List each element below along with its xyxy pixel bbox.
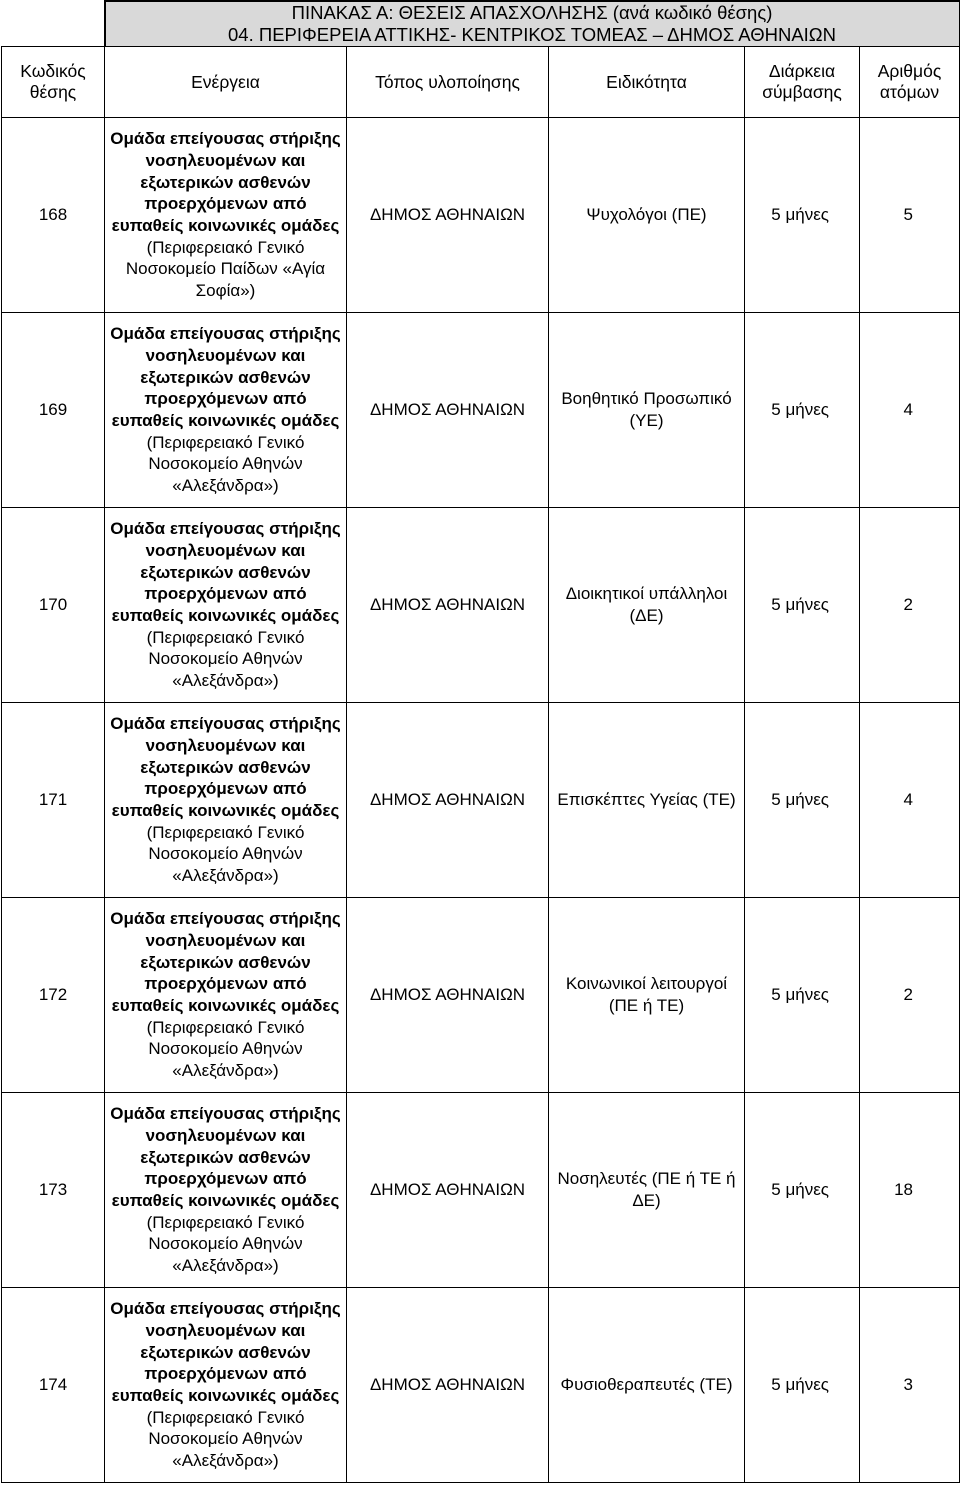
- position-code: 172: [2, 898, 105, 1093]
- header-location: Τόπος υλοποίησης: [347, 47, 549, 118]
- activity-bold: Ομάδα επείγουσας στήριξης νοσηλευομένων και εξωτερικών ασθενών προερχόμενων από ευπαθείς κοινωνικές ομάδες: [110, 129, 341, 235]
- duration-cell: 5 μήνες: [745, 703, 860, 898]
- position-code: 171: [2, 703, 105, 898]
- title-row: [2, 1, 960, 47]
- duration-cell: 5 μήνες: [745, 1288, 860, 1483]
- table-title: [105, 1, 960, 47]
- duration-cell: 5 μήνες: [745, 118, 860, 313]
- duration-cell: 5 μήνες: [745, 898, 860, 1093]
- table-row: [2, 703, 960, 898]
- title-line-2: 04. ΠΕΡΙΦΕΡΕΙΑ ΑΤΤΙΚΗΣ- ΚΕΝΤΡΙΚΟΣ ΤΟΜΕΑΣ – ΔΗΜΟΣ ΑΘΗΝΑΙΩΝ: [228, 24, 836, 45]
- specialty-cell: Βοηθητικό Προσωπικό (ΥΕ): [549, 313, 745, 508]
- activity-cell: [105, 703, 347, 898]
- position-code: 173: [2, 1093, 105, 1288]
- activity-bold: Ομάδα επείγουσας στήριξης νοσηλευομένων και εξωτερικών ασθενών προερχόμενων από ευπαθείς κοινωνικές ομάδες: [110, 1299, 341, 1405]
- count-cell: 4: [860, 313, 960, 508]
- position-code: 168: [2, 118, 105, 313]
- specialty-cell: Νοσηλευτές (ΠΕ ή ΤΕ ή ΔΕ): [549, 1093, 745, 1288]
- activity-hospital: (Περιφερειακό Γενικό Νοσοκομείο Παίδων «Αγία Σοφία»): [125, 237, 326, 301]
- table-row: [2, 898, 960, 1093]
- count-cell: 4: [860, 703, 960, 898]
- header-count: Αριθμός ατόμων: [860, 47, 960, 118]
- specialty-cell: Διοικητικοί υπάλληλοι (ΔΕ): [549, 508, 745, 703]
- activity-hospital: (Περιφερειακό Γενικό Νοσοκομείο Αθηνών «Αλεξάνδρα»): [146, 432, 305, 496]
- table-row: [2, 313, 960, 508]
- count-cell: 18: [860, 1093, 960, 1288]
- location-cell: ΔΗΜΟΣ ΑΘΗΝΑΙΩΝ: [347, 703, 549, 898]
- activity-hospital: (Περιφερειακό Γενικό Νοσοκομείο Αθηνών «Αλεξάνδρα»): [146, 627, 305, 691]
- activity-cell: [105, 118, 347, 313]
- location-cell: ΔΗΜΟΣ ΑΘΗΝΑΙΩΝ: [347, 118, 549, 313]
- location-cell: ΔΗΜΟΣ ΑΘΗΝΑΙΩΝ: [347, 898, 549, 1093]
- duration-cell: 5 μήνες: [745, 313, 860, 508]
- location-cell: ΔΗΜΟΣ ΑΘΗΝΑΙΩΝ: [347, 313, 549, 508]
- activity-hospital: (Περιφερειακό Γενικό Νοσοκομείο Αθηνών «Αλεξάνδρα»): [146, 1407, 305, 1471]
- specialty-cell: Κοινωνικοί λειτουργοί (ΠΕ ή ΤΕ): [549, 898, 745, 1093]
- position-code: 169: [2, 313, 105, 508]
- location-cell: ΔΗΜΟΣ ΑΘΗΝΑΙΩΝ: [347, 1093, 549, 1288]
- header-duration: Διάρκεια σύμβασης: [745, 47, 860, 118]
- activity-bold: Ομάδα επείγουσας στήριξης νοσηλευομένων και εξωτερικών ασθενών προερχόμενων από ευπαθείς κοινωνικές ομάδες: [110, 909, 341, 1015]
- position-code: 174: [2, 1288, 105, 1483]
- activity-cell: [105, 898, 347, 1093]
- activity-hospital: (Περιφερειακό Γενικό Νοσοκομείο Αθηνών «Αλεξάνδρα»): [146, 1212, 305, 1276]
- header-row: [2, 47, 960, 118]
- header-code: Κωδικός θέσης: [2, 47, 105, 118]
- specialty-cell: Φυσιοθεραπευτές (ΤΕ): [549, 1288, 745, 1483]
- activity-bold: Ομάδα επείγουσας στήριξης νοσηλευομένων και εξωτερικών ασθενών προερχόμενων από ευπαθείς κοινωνικές ομάδες: [110, 1104, 341, 1210]
- specialty-cell: Επισκέπτες Υγείας (ΤΕ): [549, 703, 745, 898]
- table-row: [2, 1288, 960, 1483]
- activity-cell: [105, 313, 347, 508]
- activity-bold: Ομάδα επείγουσας στήριξης νοσηλευομένων και εξωτερικών ασθενών προερχόμενων από ευπαθείς κοινωνικές ομάδες: [110, 324, 341, 430]
- count-cell: 5: [860, 118, 960, 313]
- activity-hospital: (Περιφερειακό Γενικό Νοσοκομείο Αθηνών «Αλεξάνδρα»): [146, 1017, 305, 1081]
- count-cell: 3: [860, 1288, 960, 1483]
- header-specialty: Ειδικότητα: [549, 47, 745, 118]
- activity-hospital: (Περιφερειακό Γενικό Νοσοκομείο Αθηνών «Αλεξάνδρα»): [146, 822, 305, 886]
- activity-bold: Ομάδα επείγουσας στήριξης νοσηλευομένων και εξωτερικών ασθενών προερχόμενων από ευπαθείς κοινωνικές ομάδες: [110, 714, 341, 820]
- activity-cell: [105, 508, 347, 703]
- location-cell: ΔΗΜΟΣ ΑΘΗΝΑΙΩΝ: [347, 508, 549, 703]
- table-row: [2, 118, 960, 313]
- title-line-1: ΠΙΝΑΚΑΣ Α: ΘΕΣΕΙΣ ΑΠΑΣΧΟΛΗΣΗΣ (ανά κωδικό θέσης): [291, 2, 773, 23]
- title-spacer: [2, 1, 105, 47]
- activity-cell: [105, 1288, 347, 1483]
- table-row: [2, 508, 960, 703]
- duration-cell: 5 μήνες: [745, 508, 860, 703]
- position-code: 170: [2, 508, 105, 703]
- activity-cell: [105, 1093, 347, 1288]
- count-cell: 2: [860, 898, 960, 1093]
- activity-bold: Ομάδα επείγουσας στήριξης νοσηλευομένων και εξωτερικών ασθενών προερχόμενων από ευπαθείς κοινωνικές ομάδες: [110, 519, 341, 625]
- header-activity: Ενέργεια: [105, 47, 347, 118]
- count-cell: 2: [860, 508, 960, 703]
- duration-cell: 5 μήνες: [745, 1093, 860, 1288]
- table-row: [2, 1093, 960, 1288]
- specialty-cell: Ψυχολόγοι (ΠΕ): [549, 118, 745, 313]
- positions-table: [1, 0, 960, 1483]
- location-cell: ΔΗΜΟΣ ΑΘΗΝΑΙΩΝ: [347, 1288, 549, 1483]
